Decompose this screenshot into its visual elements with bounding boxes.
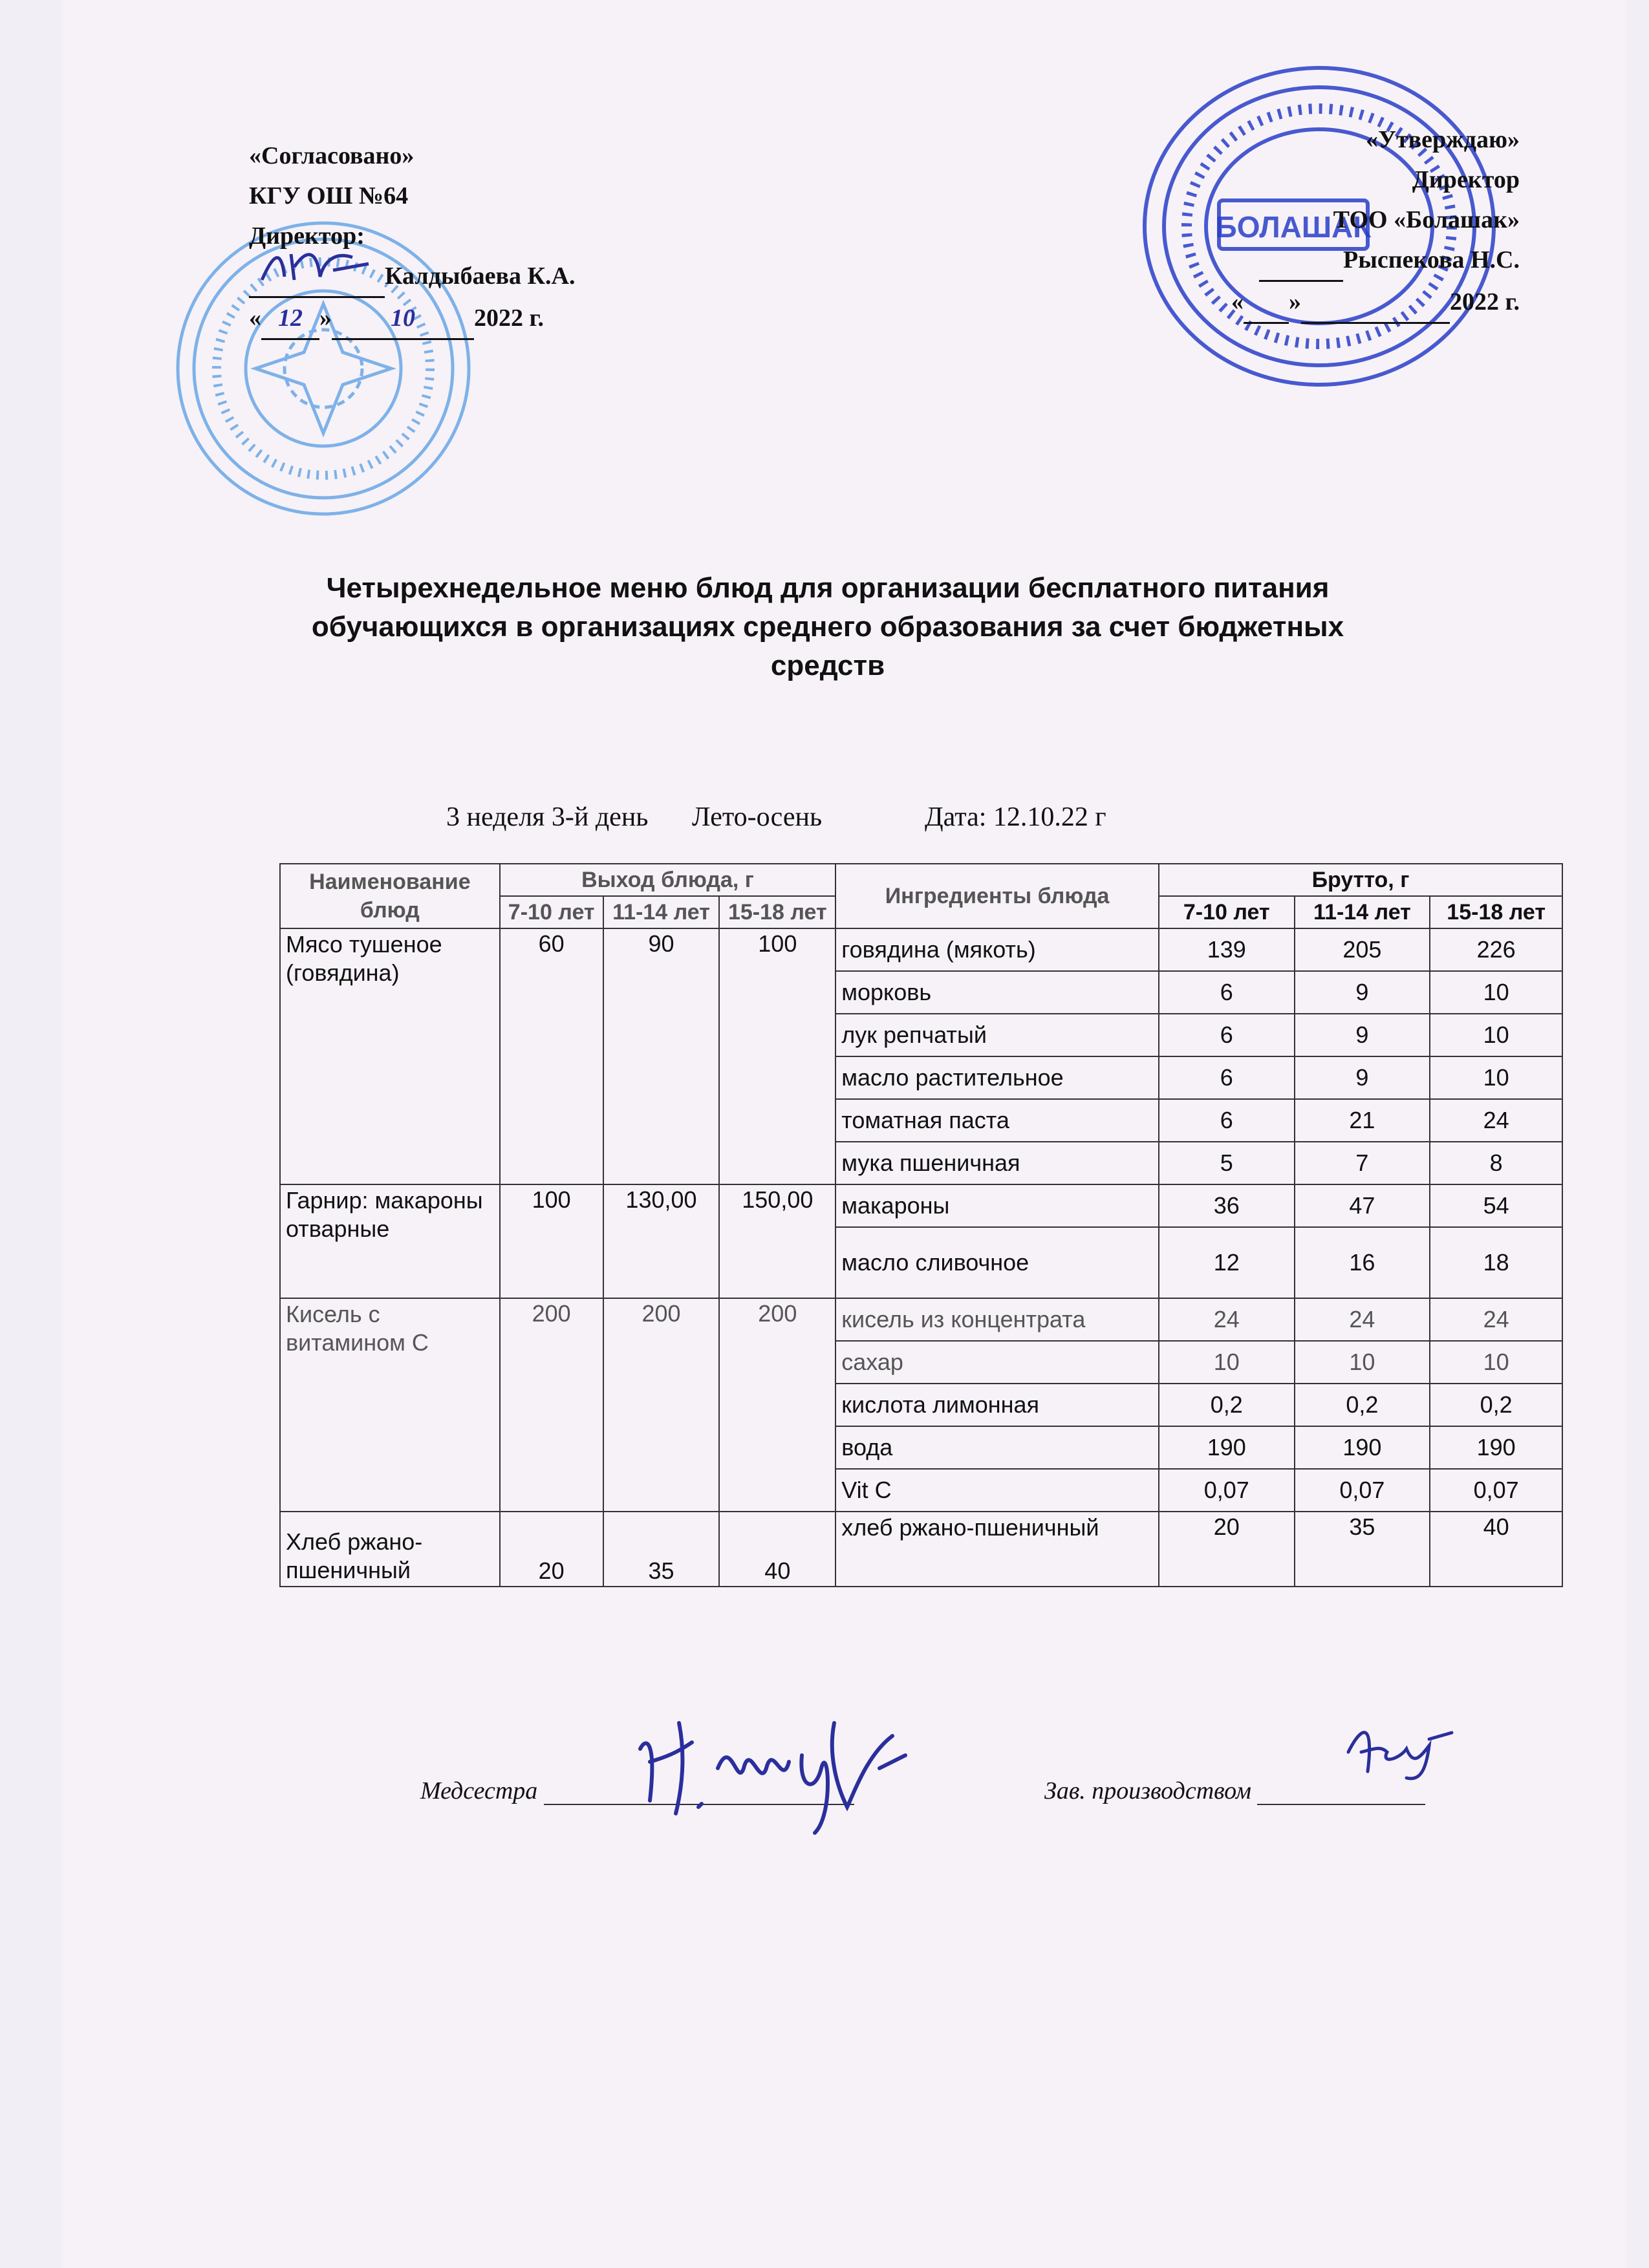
menu-date: Дата: 12.10.22 г bbox=[925, 802, 1106, 832]
company-director-line bbox=[1231, 240, 1520, 282]
ingredient-gross: 9 bbox=[1295, 971, 1430, 1014]
dish-yield: 35 bbox=[603, 1512, 720, 1587]
header-gross-age-11-14: 11-14 лет bbox=[1295, 896, 1430, 928]
ingredient-gross: 21 bbox=[1295, 1099, 1430, 1142]
ingredient-name: морковь bbox=[835, 971, 1159, 1014]
ingredient-name: масло сливочное bbox=[835, 1227, 1159, 1298]
ingredient-gross: 8 bbox=[1430, 1142, 1562, 1184]
ingredient-gross: 10 bbox=[1159, 1341, 1295, 1384]
ingredient-name: сахар bbox=[835, 1341, 1159, 1384]
ingredient-gross: 6 bbox=[1159, 1014, 1295, 1056]
header-ingredients: Ингредиенты блюда bbox=[835, 864, 1159, 928]
ingredient-gross: 9 bbox=[1295, 1056, 1430, 1099]
ingredient-gross: 6 bbox=[1159, 1099, 1295, 1142]
date-year: 2022 г. bbox=[474, 305, 544, 332]
ingredient-gross: 10 bbox=[1430, 1341, 1562, 1384]
director-name: Калдыбаева К.А. bbox=[385, 262, 576, 290]
menu-table bbox=[279, 863, 1563, 1587]
header-dish: Наименование блюд bbox=[280, 864, 500, 928]
table-row bbox=[280, 928, 1562, 971]
ingredient-gross: 0,2 bbox=[1159, 1384, 1295, 1426]
header-gross-age-15-18: 15-18 лет bbox=[1430, 896, 1562, 928]
ingredient-name: макароны bbox=[835, 1184, 1159, 1227]
approve-year: 2022 г. bbox=[1450, 288, 1520, 316]
ingredient-name: Vit C bbox=[835, 1469, 1159, 1512]
director-title: Директор bbox=[1412, 166, 1520, 193]
dish-name: Гарнир: макароны отварные bbox=[280, 1184, 500, 1298]
ingredient-gross: 18 bbox=[1430, 1227, 1562, 1298]
ingredient-name: хлеб ржано-пшеничный bbox=[835, 1512, 1159, 1587]
header-yield-age-15-18: 15-18 лет bbox=[719, 896, 835, 928]
agreed-label: «Согласовано» bbox=[249, 142, 415, 169]
ingredient-gross: 6 bbox=[1159, 1056, 1295, 1099]
ingredient-name: кислота лимонная bbox=[835, 1384, 1159, 1426]
ingredient-gross: 10 bbox=[1430, 971, 1562, 1014]
agreement-date: « 12 » 10 2022 г. bbox=[249, 298, 575, 340]
ingredient-gross: 139 bbox=[1159, 928, 1295, 971]
ingredient-gross: 190 bbox=[1295, 1426, 1430, 1469]
ingredient-gross: 7 bbox=[1295, 1142, 1430, 1184]
ingredient-gross: 10 bbox=[1430, 1014, 1562, 1056]
ingredient-gross: 40 bbox=[1430, 1512, 1562, 1587]
header-gross: Брутто, г bbox=[1159, 864, 1562, 896]
header-yield-age-7-10: 7-10 лет bbox=[500, 896, 603, 928]
production-head-label: Зав. производством bbox=[1044, 1777, 1251, 1804]
header-yield-age-11-14: 11-14 лет bbox=[603, 896, 720, 928]
ingredient-gross: 10 bbox=[1430, 1056, 1562, 1099]
ingredient-gross: 5 bbox=[1159, 1142, 1295, 1184]
ingredient-gross: 0,2 bbox=[1430, 1384, 1562, 1426]
ingredient-gross: 0,07 bbox=[1159, 1469, 1295, 1512]
header-yield: Выход блюда, г bbox=[500, 864, 835, 896]
table-row bbox=[280, 1512, 1562, 1587]
ingredient-gross: 190 bbox=[1430, 1426, 1562, 1469]
dish-yield: 40 bbox=[719, 1512, 835, 1587]
dish-yield: 60 bbox=[500, 928, 603, 1184]
director-label: Директор: bbox=[249, 222, 365, 250]
stamp-right-text: БОЛАШАК bbox=[1215, 210, 1372, 244]
dish-yield: 200 bbox=[603, 1298, 720, 1512]
dish-name: Хлеб ржано-пшеничный bbox=[280, 1512, 500, 1587]
table-row bbox=[280, 1184, 1562, 1227]
ingredient-gross: 36 bbox=[1159, 1184, 1295, 1227]
ingredient-gross: 24 bbox=[1430, 1099, 1562, 1142]
dish-yield: 90 bbox=[603, 928, 720, 1184]
season: Лето-осень bbox=[692, 802, 823, 832]
production-head-signature bbox=[1342, 1713, 1458, 1784]
ingredient-gross: 35 bbox=[1295, 1512, 1430, 1587]
header-gross-age-7-10: 7-10 лет bbox=[1159, 896, 1295, 928]
dish-yield: 200 bbox=[719, 1298, 835, 1512]
ingredient-name: говядина (мякоть) bbox=[835, 928, 1159, 971]
dish-yield: 130,00 bbox=[603, 1184, 720, 1298]
ingredient-gross: 54 bbox=[1430, 1184, 1562, 1227]
director-signature-left bbox=[255, 244, 378, 290]
ingredient-gross: 16 bbox=[1295, 1227, 1430, 1298]
company-director-name: Рыспекова Н.С. bbox=[1343, 246, 1520, 273]
ingredient-gross: 6 bbox=[1159, 971, 1295, 1014]
ingredient-gross: 12 bbox=[1159, 1227, 1295, 1298]
dish-name: Кисель с витамином С bbox=[280, 1298, 500, 1512]
table-row bbox=[280, 1298, 1562, 1341]
approve-label: «Утверждаю» bbox=[1366, 126, 1520, 153]
ingredient-name: томатная паста bbox=[835, 1099, 1159, 1142]
ingredient-gross: 10 bbox=[1295, 1341, 1430, 1384]
dish-yield: 100 bbox=[719, 928, 835, 1184]
menu-subheader bbox=[446, 802, 1106, 833]
dish-yield: 100 bbox=[500, 1184, 603, 1298]
ingredient-gross: 0,07 bbox=[1295, 1469, 1430, 1512]
date-day: 12 bbox=[261, 298, 319, 340]
nurse-signature bbox=[621, 1697, 925, 1839]
ingredient-gross: 0,07 bbox=[1430, 1469, 1562, 1512]
ingredient-gross: 205 bbox=[1295, 928, 1430, 971]
ingredient-gross: 24 bbox=[1430, 1298, 1562, 1341]
ingredient-name: кисель из концентрата bbox=[835, 1298, 1159, 1341]
ingredient-gross: 9 bbox=[1295, 1014, 1430, 1056]
approval-block-right bbox=[1231, 120, 1520, 324]
school-name: КГУ ОШ №64 bbox=[249, 182, 409, 209]
company-name: ТОО «Болашак» bbox=[1333, 206, 1520, 233]
dish-yield: 150,00 bbox=[719, 1184, 835, 1298]
approval-block-left bbox=[249, 136, 575, 340]
approve-date: « » 2022 г. bbox=[1231, 282, 1520, 324]
dish-yield: 20 bbox=[500, 1512, 603, 1587]
week-day: 3 неделя 3-й день bbox=[446, 802, 649, 832]
dish-name: Мясо тушеное (говядина) bbox=[280, 928, 500, 1184]
ingredient-gross: 190 bbox=[1159, 1426, 1295, 1469]
ingredient-name: лук репчатый bbox=[835, 1014, 1159, 1056]
ingredient-gross: 24 bbox=[1159, 1298, 1295, 1341]
date-month: 10 bbox=[332, 298, 474, 340]
menu-title: Четырехнедельное меню блюд для организации бесплатного питания обучающихся в организациях среднего образования за счет бюджетных средств bbox=[311, 572, 1344, 681]
ingredient-name: вода bbox=[835, 1426, 1159, 1469]
dish-yield: 200 bbox=[500, 1298, 603, 1512]
ingredient-gross: 0,2 bbox=[1295, 1384, 1430, 1426]
ingredient-gross: 226 bbox=[1430, 928, 1562, 971]
ingredient-gross: 20 bbox=[1159, 1512, 1295, 1587]
ingredient-name: масло растительное bbox=[835, 1056, 1159, 1099]
ingredient-gross: 24 bbox=[1295, 1298, 1430, 1341]
ingredient-name: мука пшеничная bbox=[835, 1142, 1159, 1184]
nurse-label: Медсестра bbox=[420, 1777, 538, 1804]
ingredient-gross: 47 bbox=[1295, 1184, 1430, 1227]
